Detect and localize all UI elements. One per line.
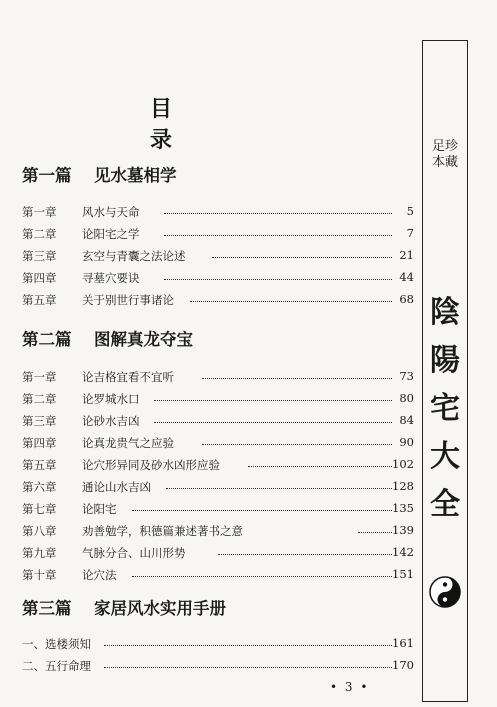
dot-leader [104, 667, 392, 668]
toc-entry[interactable] [22, 391, 414, 409]
chapter-title: 论穴形异同及砂水凶形应验 [82, 458, 220, 472]
part-title: 图解真龙夺宝 [94, 330, 193, 349]
page-number: 128 [392, 479, 414, 493]
chapter-number: 第七章 [22, 502, 57, 516]
dot-leader [202, 378, 392, 379]
toc-entry[interactable] [22, 204, 414, 222]
toc-entry[interactable] [22, 292, 414, 310]
page-number: 84 [399, 413, 414, 427]
page-number: 5 [406, 204, 414, 218]
chapter-title: 关于别世行事诸论 [82, 293, 174, 307]
page-number: 80 [399, 391, 414, 405]
chapter-title: 论真龙贵气之应验 [82, 436, 174, 450]
chapter-title: 通论山水吉凶 [82, 480, 151, 494]
chapter-number: 第四章 [22, 436, 57, 450]
chapter-title: 劝善勉学，积德篇兼述著书之意 [82, 524, 243, 538]
chapter-number: 第一章 [22, 370, 57, 384]
chapter-number: 第五章 [22, 293, 57, 307]
dot-leader [212, 257, 392, 258]
toc-entry[interactable] [22, 226, 414, 244]
part-heading [22, 162, 177, 186]
toc-entry[interactable] [22, 435, 414, 453]
dot-leader [104, 645, 392, 646]
chapter-title: 论穴法 [82, 568, 117, 582]
chapter-number: 第二章 [22, 392, 57, 406]
page-number: 161 [392, 636, 414, 650]
page-number: 142 [392, 545, 414, 559]
toc-entry[interactable] [22, 457, 414, 475]
dot-leader [190, 301, 392, 302]
chapter-number: 第四章 [22, 271, 57, 285]
dot-leader [154, 422, 392, 423]
toc-entry[interactable] [22, 636, 414, 654]
dot-leader [218, 554, 392, 555]
dot-leader [248, 466, 392, 467]
page-number: 102 [392, 457, 414, 471]
toc-entry[interactable] [22, 523, 414, 541]
chapter-title: 论砂水吉凶 [82, 414, 140, 428]
chapter-title: 寻墓穴要诀 [82, 271, 140, 285]
chapter-number: 第二章 [22, 227, 57, 241]
page-number: 21 [399, 248, 414, 262]
chapter-number: 第八章 [22, 524, 57, 538]
toc-entry[interactable] [22, 270, 414, 288]
chapter-title: 一、选楼须知 [22, 637, 91, 651]
dot-leader [164, 279, 392, 280]
part-number: 第一篇 [22, 166, 72, 185]
part-title: 见水墓相学 [94, 166, 177, 185]
chapter-number: 第五章 [22, 458, 57, 472]
chapter-number: 第一章 [22, 205, 57, 219]
part-number: 第二篇 [22, 330, 72, 349]
page-number: 135 [392, 501, 414, 515]
toc-entry[interactable] [22, 545, 414, 563]
dot-leader [154, 400, 392, 401]
toc-entry[interactable] [22, 658, 414, 676]
page-number: 73 [399, 369, 414, 383]
chapter-number: 第六章 [22, 480, 57, 494]
chapter-title: 论罗城水口 [82, 392, 140, 406]
chapter-number: 第三章 [22, 414, 57, 428]
page-number: 90 [399, 435, 414, 449]
chapter-title: 论阳宅 [82, 502, 117, 516]
chapter-title: 论阳宅之学 [82, 227, 140, 241]
chapter-number: 第十章 [22, 568, 57, 582]
part-title: 家居风水实用手册 [94, 599, 226, 618]
toc-entry[interactable] [22, 479, 414, 497]
dot-leader [164, 235, 392, 236]
toc-entry[interactable] [22, 567, 414, 585]
toc-entry[interactable] [22, 413, 414, 431]
toc-entry[interactable] [22, 369, 414, 387]
chapter-number: 第九章 [22, 546, 57, 560]
folio-page-number: • 3 • [330, 680, 370, 694]
chapter-title: 二、五行命理 [22, 659, 91, 673]
chapter-title: 玄空与青囊之法论述 [82, 249, 186, 263]
page-number: 139 [392, 523, 414, 537]
page-title: 目 录 [150, 96, 197, 153]
dot-leader [358, 532, 392, 533]
chapter-title: 气脉分合、山川形势 [82, 546, 186, 560]
dot-leader [132, 510, 392, 511]
page-number: 7 [406, 226, 414, 240]
chapter-number: 第三章 [22, 249, 57, 263]
book-title: 陰 陽 宅 大 全 [430, 295, 460, 522]
spine-panel [422, 40, 468, 702]
toc-entry[interactable] [22, 248, 414, 266]
dot-leader [166, 488, 392, 489]
dot-leader [202, 444, 392, 445]
chapter-title: 风水与天命 [82, 205, 140, 219]
taiji-icon [429, 576, 461, 608]
page-number: 68 [399, 292, 414, 306]
part-number: 第三篇 [22, 599, 72, 618]
page-number: 170 [392, 658, 414, 672]
page-number: 44 [399, 270, 414, 284]
dot-leader [132, 576, 392, 577]
page-number: 151 [392, 567, 414, 581]
part-heading [22, 595, 226, 619]
chapter-title: 论吉格宜看不宜听 [82, 370, 174, 384]
edition-label: 足珍 本藏 [431, 139, 459, 170]
dot-leader [164, 213, 392, 214]
toc-entry[interactable] [22, 501, 414, 519]
part-heading [22, 326, 193, 350]
